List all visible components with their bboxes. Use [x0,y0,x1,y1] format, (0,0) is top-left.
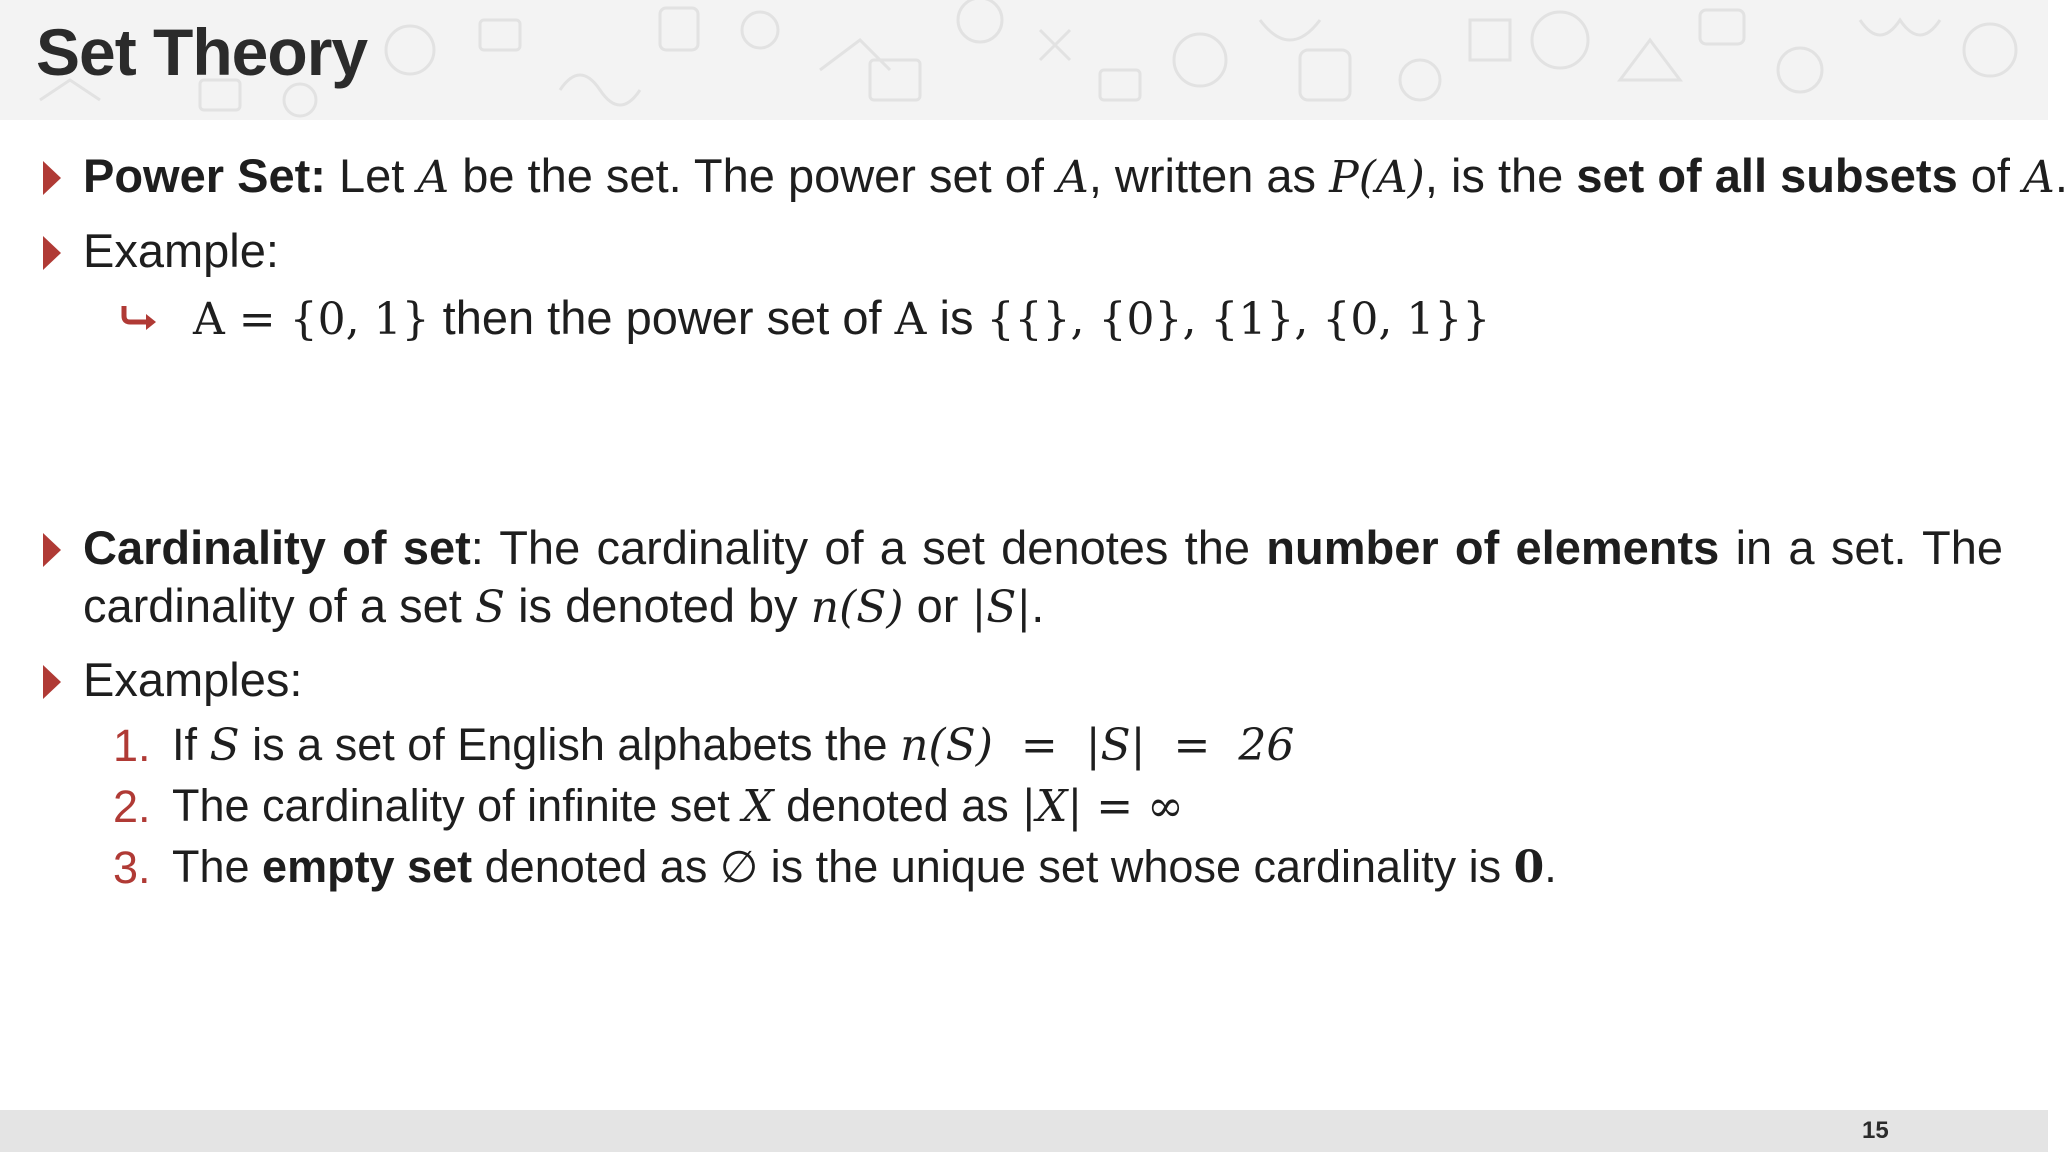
math-var: A [2023,152,2055,203]
triangle-right-bullet-icon [43,665,61,699]
math-expr: |X| = ∞ [1021,781,1184,832]
math-var: X [742,781,774,832]
text: If [172,719,210,770]
math-expr: |S| [971,582,1032,633]
math-var: S [209,720,240,771]
text: . [1031,579,1045,632]
bold-phrase: set of all subsets [1576,149,1958,202]
math-var: A [1057,152,1089,203]
math-var: A [417,152,450,203]
power-set-term: Power Set: [83,149,326,202]
triangle-right-bullet-icon [43,236,61,270]
list-number: 3. [113,842,151,893]
text: denoted as [472,841,720,892]
empty-set-symbol: ∅ [719,842,759,893]
cardinality-definition-line2 [83,578,1044,633]
slide-title: Set Theory [36,15,368,89]
math-expr: A = [193,294,290,345]
text: . [2054,149,2068,202]
text: , written as [1088,149,1330,202]
bold-phrase: number of elements [1266,521,1720,574]
cardinality-term-1: Cardinality [83,521,326,574]
triangle-right-bullet-icon [43,533,61,567]
cardinality-definition-line1 [83,520,2003,575]
text: , is the [1424,149,1577,202]
list-item [172,780,1184,832]
examples-label: Examples: [83,653,303,706]
text: : The cardinality of a set denotes the [470,521,1267,574]
power-set-definition [83,148,2068,203]
text: The [172,841,263,892]
bold-phrase: empty set [262,841,473,892]
text: cardinality of a set [83,579,475,632]
text: denoted as [773,780,1022,831]
text: is denoted by [505,579,811,632]
cardinality-term-2: of [342,521,387,574]
text: in a set. The [1719,521,2003,574]
text: or [903,579,972,632]
example-label: Example: [83,224,279,277]
math-expr: n(S) [810,582,904,633]
slide-footer [0,1110,2048,1152]
text: then the power set of [429,291,895,344]
text: The cardinality of infinite set [172,780,743,831]
text: of [1957,149,2024,202]
cardinality-term-3: set [402,521,471,574]
math-set: {0, 1} [289,294,430,345]
math-expr: n(S) = |S| = 26 [900,720,1295,771]
text: . [1544,841,1557,892]
list-item [172,841,1557,893]
math-set: {{}, {0}, {1}, {0, 1}} [986,294,1491,345]
text: is [926,291,987,344]
math-zero: 0 [1513,842,1545,893]
text: Let [325,149,418,202]
list-number: 2. [113,781,151,832]
page-number: 15 [1862,1117,1889,1144]
text: is the unique set whose cardinality is [758,841,1514,892]
triangle-right-bullet-icon [43,161,61,195]
list-number: 1. [113,720,151,771]
curved-arrow-right-icon [120,302,160,332]
math-expr: P(A) [1329,152,1425,203]
text: is a set of English alphabets the [239,719,901,770]
example-power-set [193,290,1490,345]
math-var: S [474,582,506,633]
text: be the set. The power set of [449,149,1058,202]
math-var: A [894,294,927,345]
list-item [172,719,1294,771]
